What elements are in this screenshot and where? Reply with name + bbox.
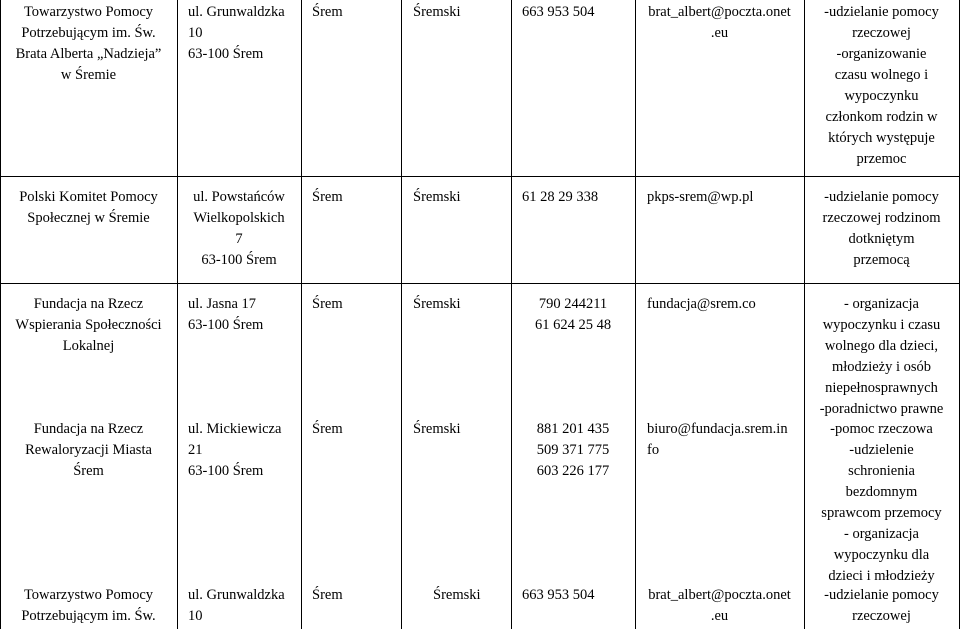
phone: 61 28 29 338 xyxy=(522,189,599,205)
email: brat_albert@poczta.onet .eu xyxy=(648,587,791,624)
org-name: Fundacja na Rzecz Wspierania Społeczności Lokalnej xyxy=(15,296,162,354)
email: brat_albert@poczta.onet .eu xyxy=(648,4,791,41)
org-name: Fundacja na Rzecz Rewaloryzacji Miasta Śrem xyxy=(25,421,152,479)
phone: 663 953 504 xyxy=(522,4,595,20)
table-row xyxy=(0,413,959,583)
county: Śremski xyxy=(413,421,461,437)
address: ul. Grunwaldzka 10 63-100 Śrem xyxy=(188,4,285,62)
email: fundacja@srem.co xyxy=(647,296,756,312)
email: pkps-srem@wp.pl xyxy=(647,189,754,205)
table-row xyxy=(0,583,959,629)
email: biuro@fundacja.srem.in fo xyxy=(647,421,788,458)
phone: 663 953 504 xyxy=(522,587,595,603)
address: ul. Mickiewicza 21 63-100 Śrem xyxy=(188,421,282,479)
city: Śrem xyxy=(312,189,343,205)
address: ul. Jasna 17 63-100 Śrem xyxy=(188,296,264,333)
county: Śremski xyxy=(433,587,481,603)
org-name: Towarzystwo Pomocy Potrzebującym im. Św. xyxy=(21,587,156,624)
county: Śremski xyxy=(413,4,461,20)
org-name: Polski Komitet Pomocy Społecznej w Śremie xyxy=(19,189,158,226)
scope: -udzielanie pomocy rzeczowej rodzinom dotkniętym przemocą xyxy=(822,189,941,268)
scope: - organizacja wypoczynku i czasu wolnego dla dzieci, młodzieży i osób niepełnosprawnych -poradnictwo prawne xyxy=(819,296,944,417)
table-row xyxy=(0,283,959,417)
county: Śremski xyxy=(413,296,461,312)
scope: -udzielanie pomocy rzeczowej xyxy=(824,587,939,624)
city: Śrem xyxy=(312,296,343,312)
county: Śremski xyxy=(413,189,461,205)
address: ul. Grunwaldzka 10 xyxy=(188,587,285,624)
org-name: Towarzystwo Pomocy Potrzebującym im. Św. Brata Alberta „Nadzieja” w Śremie xyxy=(15,4,162,83)
table-row xyxy=(0,0,959,176)
scope: -pomoc rzeczowa -udzielenie schronienia bezdomnym sprawcom przemocy - organizacja wypoczynku dla dzieci i młodzieży xyxy=(821,421,942,584)
scope: -udzielanie pomocy rzeczowej -organizowanie czasu wolnego i wypoczynku członkom rodzin w których występuje przemoc xyxy=(824,4,939,167)
phone: 790 244211 61 624 25 48 xyxy=(534,296,612,333)
city: Śrem xyxy=(312,421,343,437)
address: ul. Powstańców Wielkopolskich 7 63-100 Śrem xyxy=(193,189,285,268)
phone: 881 201 435 509 371 775 603 226 177 xyxy=(536,421,610,479)
table-row xyxy=(0,176,959,283)
city: Śrem xyxy=(312,587,343,603)
city: Śrem xyxy=(312,4,343,20)
